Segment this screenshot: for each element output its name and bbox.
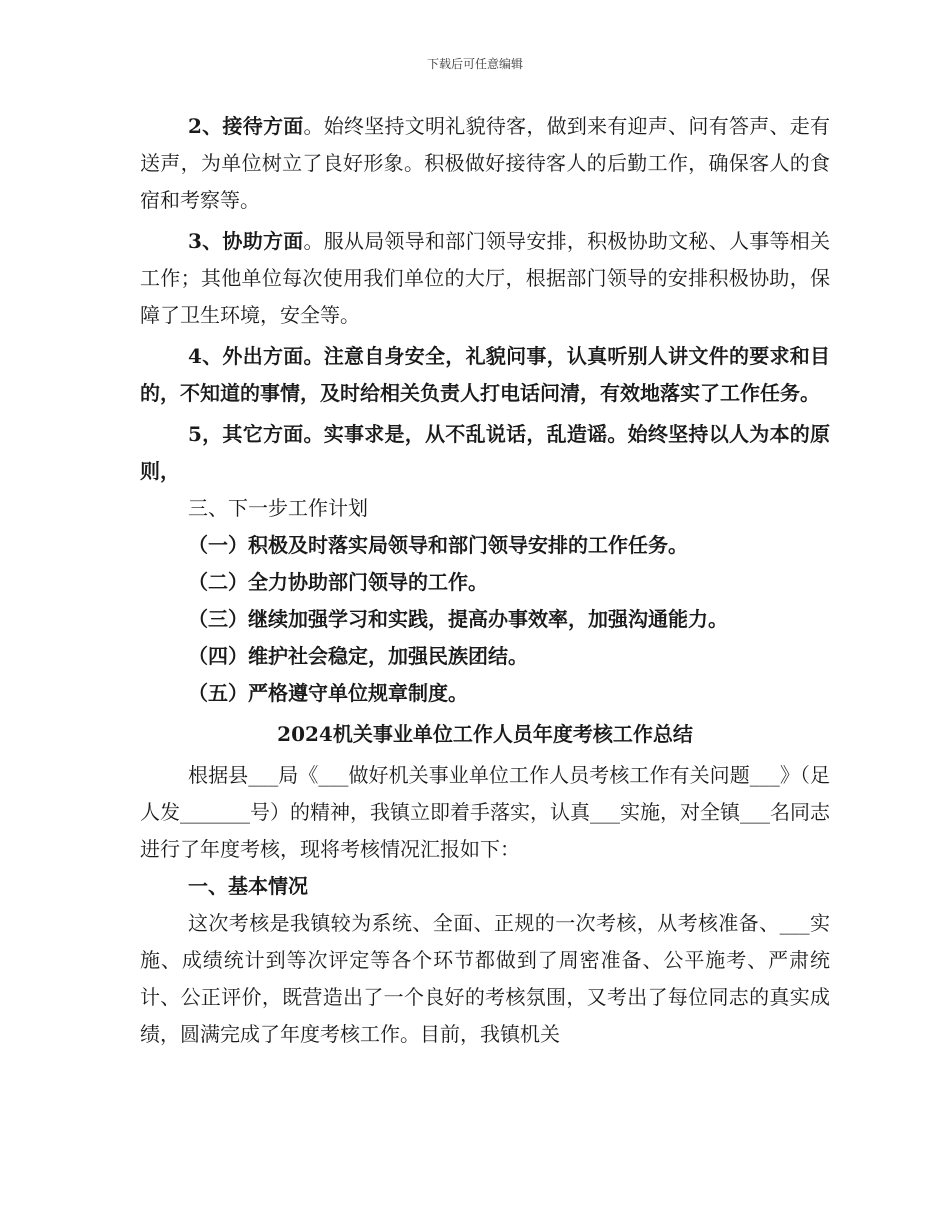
plan-item: （四）维护社会稳定，加强民族团结。	[188, 644, 528, 668]
document-body	[140, 108, 830, 1053]
paragraph-reception	[140, 108, 830, 219]
reception-heading: 2、接待方面	[188, 114, 304, 138]
page-header-note: 下载后可任意编辑	[426, 57, 523, 71]
plan-item: （三）继续加强学习和实践，提高办事效率，加强沟通能力。	[188, 607, 728, 631]
assist-text: 。服从局领导和部门领导安排，积极协助文秘、人事等相关工作；其他单位每次使用我们单位的大厅，根据部门领导的安排积极协助，保障了卫生环境，安全等。	[140, 229, 830, 327]
plan-item: （五）严格遵守单位规章制度。	[188, 681, 468, 705]
section1-heading: 一、基本情况	[188, 874, 308, 898]
paragraph-assist	[140, 223, 830, 334]
paragraph-other: 5，其它方面。实事求是，从不乱说话，乱造谣。始终坚持以人为本的原则，	[140, 422, 830, 483]
plan-item: （一）积极及时落实局领导和部门领导安排的工作任务。	[188, 533, 688, 557]
reception-text: 。始终坚持文明礼貌待客，做到来有迎声、问有答声、走有送声，为单位树立了良好形象。积极做好接待客人的后勤工作，确保客人的食宿和考察等。	[140, 114, 830, 212]
paragraph-section1: 这次考核是我镇较为系统、全面、正规的一次考核，从考核准备、___实施、成绩统计到等次评定等各个环节都做到了周密准备、公平施考、严肃统计、公正评价，既营造出了一个良好的考核氛围，又考出了每位同志的真实成绩，圆满完成了年度考核工作。目前，我镇机关	[140, 911, 830, 1046]
assist-heading: 3、协助方面	[188, 229, 304, 253]
plan-item: （二）全力协助部门领导的工作。	[188, 570, 488, 594]
plan-heading: 三、下一步工作计划	[188, 496, 368, 520]
document-title: 2024机关事业单位工作人员年度考核工作总结	[277, 722, 693, 746]
paragraph-outside: 4、外出方面。注意自身安全，礼貌问事，认真听别人讲文件的要求和目的，不知道的事情，及时给相关负责人打电话问清，有效地落实了工作任务。	[140, 344, 830, 405]
paragraph-intro: 根据县___局《___做好机关事业单位工作人员考核工作有关问题___》（足人发_______号）的精神，我镇立即着手落实，认真___实施，对全镇___名同志进行了年度考核，现将考核情况汇报如下：	[140, 763, 830, 861]
